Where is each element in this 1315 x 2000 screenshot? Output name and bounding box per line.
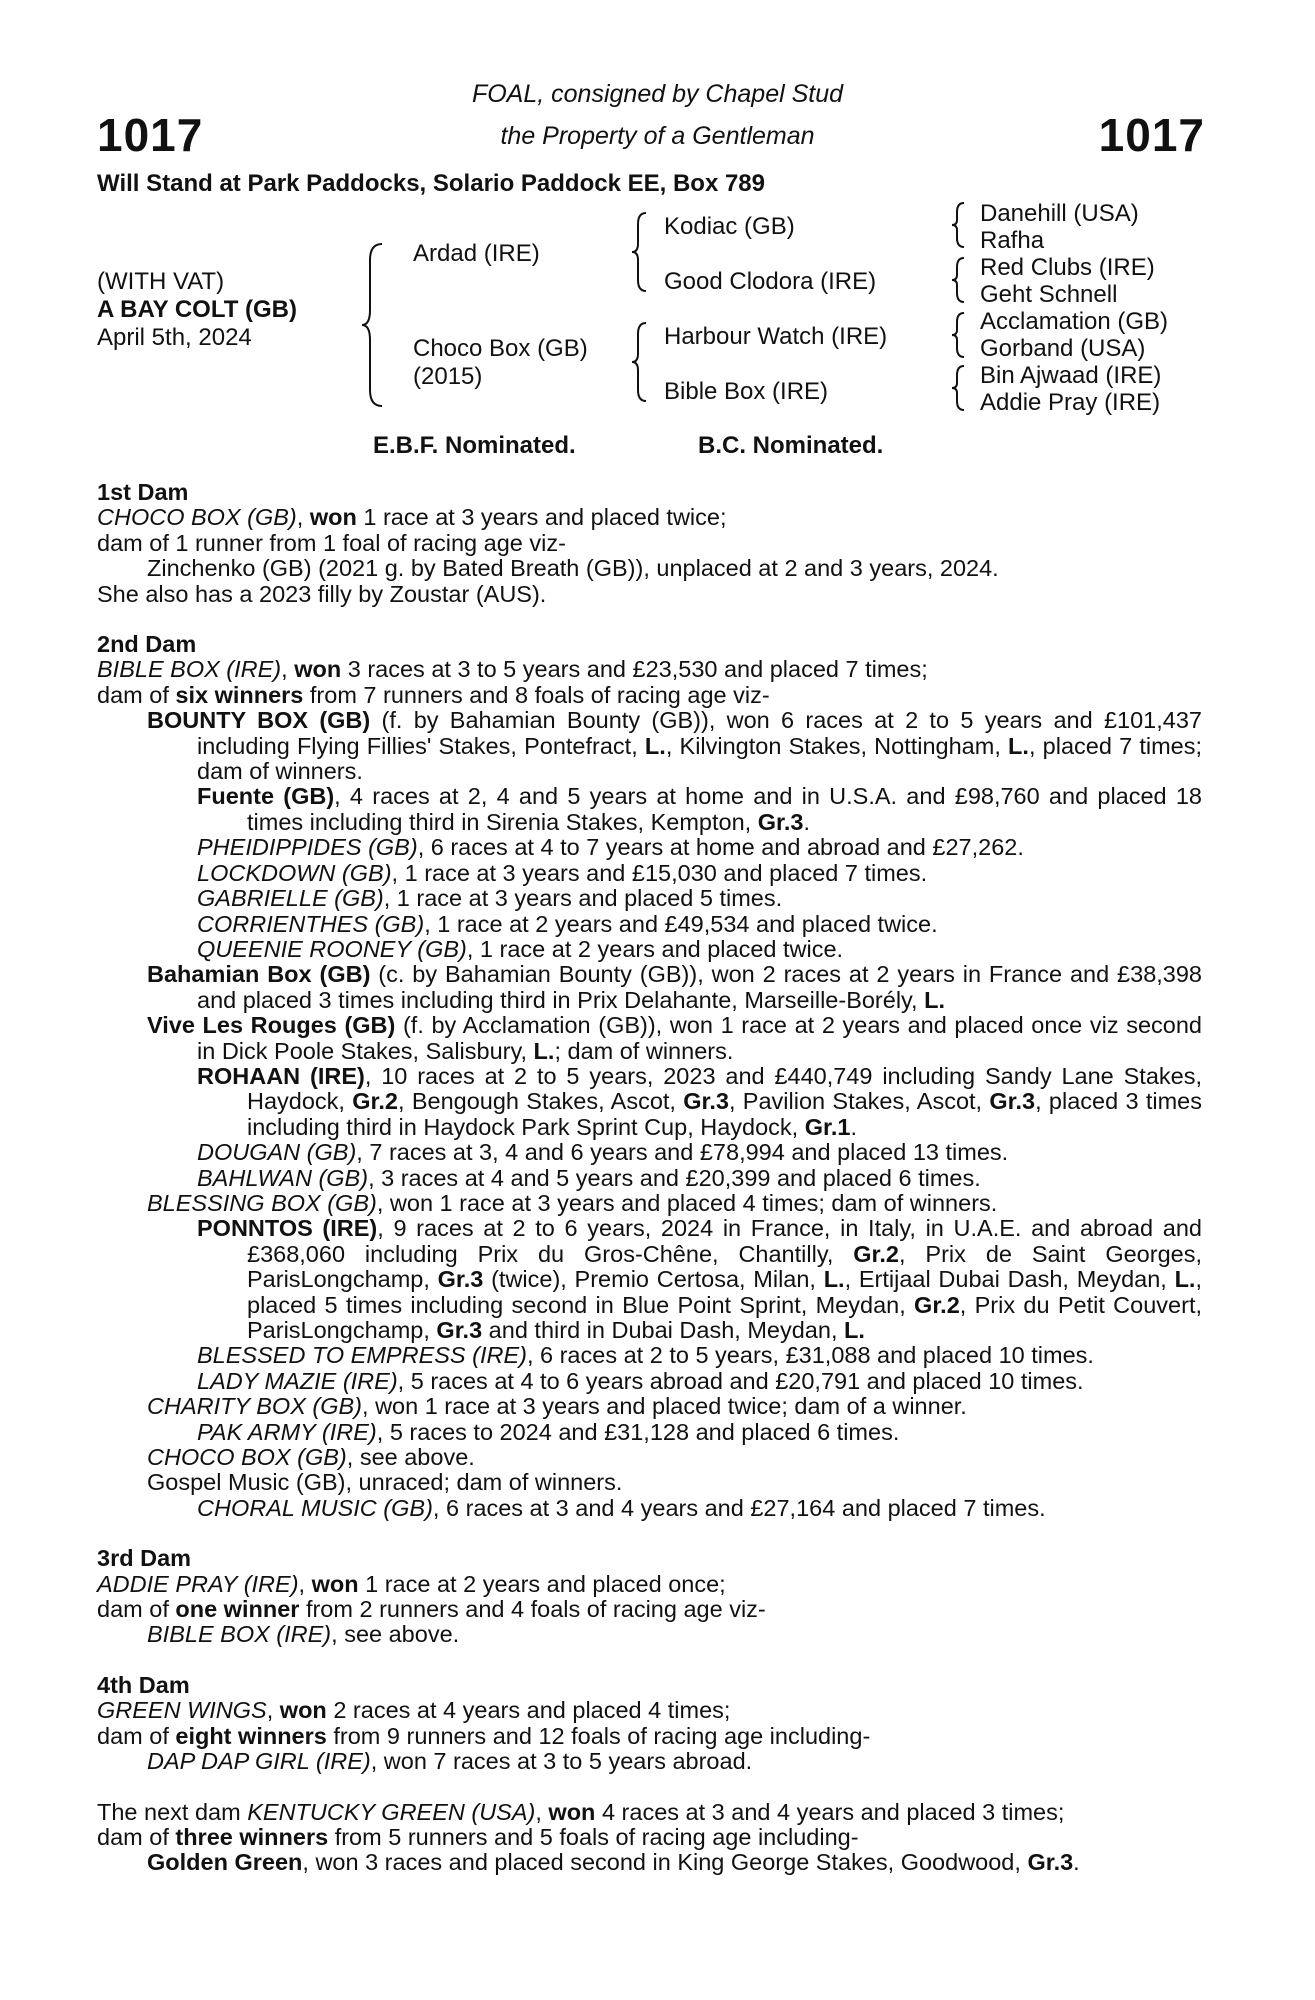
- fourth-dam-produce: dam of eight winners from 9 runners and 12 foals of racing age including-: [97, 1722, 871, 1749]
- pedigree-brace-main: [360, 240, 390, 410]
- first-dam-heading: 1st Dam: [97, 479, 189, 505]
- lot-number-right: 1017: [1098, 109, 1205, 161]
- foaling-date: April 5th, 2024: [97, 324, 252, 351]
- produce-entry: GABRIELLE (GB), 1 race at 3 years and placed 5 times.: [197, 885, 783, 912]
- produce-entry: ROHAAN (IRE), 10 races at 2 to 5 years, 2023 and £440,749 including Sandy Lane Stakes, Haydock, Gr.2, Bengough Stakes, Ascot, Gr.3, Pavilion Stakes, Ascot, Gr.3, placed 3 times including third in Haydock Park Sprint Cup, Haydock, Gr.1.: [197, 1062, 1202, 1140]
- produce-entry: CHORAL MUSIC (GB), 6 races at 3 and 4 years and £27,164 and placed 7 times.: [197, 1494, 1046, 1521]
- pedigree-gg-column: [980, 200, 1168, 416]
- horse-name: A BAY COLT (GB): [97, 296, 298, 323]
- produce-entry: BOUNTY BOX (GB) (f. by Bahamian Bounty (GB)), won 6 races at 2 to 5 years and £101,437 including Flying Fillies' Stakes, Pontefract, L., Kilvington Stakes, Nottingham, L., placed 7 times; dam of winners.: [147, 707, 1203, 785]
- produce-entry: Fuente (GB), 4 races at 2, 4 and 5 years at home and in U.S.A. and £98,760 and placed 18 times including third in Sirenia Stakes, Kempton, Gr.3.: [197, 783, 1202, 835]
- pedigree-g3: Harbour Watch (IRE): [664, 323, 888, 350]
- pedigree-gg: Red Clubs (IRE): [980, 254, 1155, 281]
- first-dam-note: She also has a 2023 filly by Zoustar (AUS).: [97, 580, 547, 607]
- fourth-dam-heading: 4th Dam: [97, 1671, 190, 1698]
- produce-entry: Gospel Music (GB), unraced; dam of winners.: [147, 1469, 623, 1496]
- pedigree-brace-dam: [630, 320, 652, 405]
- second-dam-line: BIBLE BOX (IRE), won 3 races at 3 to 5 years and £23,530 and placed 7 times;: [97, 656, 928, 683]
- produce-entry: DAP DAP GIRL (IRE), won 7 races at 3 to 5 years abroad.: [147, 1748, 753, 1775]
- pedigree-g2: Good Clodora (IRE): [664, 268, 877, 295]
- first-dam-line: CHOCO BOX (GB), won 1 race at 3 years and placed twice;: [97, 504, 727, 531]
- third-dam-line: ADDIE PRAY (IRE), won 1 race at 2 years and placed once;: [97, 1570, 726, 1597]
- horse-info: [97, 268, 297, 352]
- produce-entry: Vive Les Rouges (GB) (f. by Acclamation (GB)), won 1 race at 2 years and placed once viz second in Dick Poole Stakes, Salisbury, L.; dam of winners.: [147, 1012, 1202, 1064]
- third-dam-heading: 3rd Dam: [97, 1545, 192, 1572]
- stand-location: Will Stand at Park Paddocks, Solario Paddock EE, Box 789: [97, 170, 766, 197]
- catalogue-body: [97, 480, 1202, 1876]
- produce-entry: CHARITY BOX (GB), won 1 race at 3 years and placed twice; dam of a winner.: [147, 1393, 967, 1420]
- produce-entry: PONNTOS (IRE), 9 races at 2 to 6 years, 2024 in France, in Italy, in U.A.E. and abroad and £368,060 including Prix du Gros-Chêne, Chantilly, Gr.2, Prix de Saint Georges, ParisLongchamp, Gr.3 (twice), Premio Certosa, Milan, L., Ertijaal Dubai Dash, Meydan, L., placed 5 times including second in Blue Point Sprint, Meydan, Gr.2, Prix du Petit Couvert, ParisLongchamp, Gr.3 and third in Dubai Dash, Meydan, L.: [197, 1215, 1202, 1343]
- produce-entry: DOUGAN (GB), 7 races at 3, 4 and 6 years and £78,994 and placed 13 times.: [197, 1139, 1009, 1166]
- pedigree-gg: Acclamation (GB): [980, 308, 1169, 335]
- second-dam-produce: dam of six winners from 7 runners and 8 foals of racing age viz-: [97, 681, 770, 708]
- produce-entry: QUEENIE ROONEY (GB), 1 race at 2 years and placed twice.: [197, 935, 844, 962]
- consignor-line: FOAL, consigned by Chapel Stud: [471, 80, 844, 108]
- pedigree-sire: Ardad (IRE): [413, 240, 540, 267]
- produce-entry: Bahamian Box (GB) (c. by Bahamian Bounty (GB)), won 2 races at 2 years in France and £38,398 and placed 3 times including third in Prix Delahante, Marseille-Borély, L.: [147, 961, 1203, 1013]
- produce-entry: PHEIDIPPIDES (GB), 6 races at 4 to 7 years at home and abroad and £27,262.: [197, 834, 1024, 861]
- pedigree-gg: Rafha: [980, 227, 1045, 254]
- lot-number-left: 1017: [97, 109, 204, 161]
- vat-note: (WITH VAT): [97, 268, 225, 295]
- first-dam-produce: dam of 1 runner from 1 foal of racing age viz-: [97, 529, 566, 556]
- first-dam-offspring: Zinchenko (GB) (2021 g. by Bated Breath (GB)), unplaced at 2 and 3 years, 2024.: [147, 555, 999, 582]
- pedigree-gg: Danehill (USA): [980, 200, 1139, 227]
- pedigree-dam-year: (2015): [413, 363, 483, 390]
- pedigree-gg: Geht Schnell: [980, 281, 1118, 308]
- pedigree-gg: Bin Ajwaad (IRE): [980, 362, 1162, 389]
- third-dam-produce: dam of one winner from 2 runners and 4 foals of racing age viz-: [97, 1596, 766, 1623]
- pedigree-g1: Kodiac (GB): [664, 213, 795, 240]
- pedigree-gg: Addie Pray (IRE): [980, 389, 1161, 416]
- pedigree-dam-name: Choco Box (GB): [413, 335, 588, 362]
- next-dam-line: The next dam KENTUCKY GREEN (USA), won 4 races at 3 and 4 years and placed 3 times;: [97, 1798, 1065, 1825]
- bc-nomination: B.C. Nominated.: [698, 432, 884, 459]
- pedigree-brace-sire: [630, 210, 652, 295]
- produce-entry: LADY MAZIE (IRE), 5 races at 4 to 6 years abroad and £20,791 and placed 10 times.: [197, 1367, 1084, 1394]
- property-line: the Property of a Gentleman: [500, 122, 815, 150]
- second-dam-heading: 2nd Dam: [97, 631, 197, 658]
- pedigree-braces-gg: [950, 200, 970, 420]
- produce-entry: BAHLWAN (GB), 3 races at 4 and 5 years and £20,399 and placed 6 times.: [197, 1164, 981, 1191]
- ebf-nomination: E.B.F. Nominated.: [373, 432, 576, 459]
- fourth-dam-line: GREEN WINGS, won 2 races at 4 years and placed 4 times;: [97, 1697, 731, 1724]
- pedigree-g4: Bible Box (IRE): [664, 378, 829, 405]
- produce-entry: LOCKDOWN (GB), 1 race at 3 years and £15,030 and placed 7 times.: [197, 859, 928, 886]
- pedigree-dam: [413, 335, 588, 391]
- produce-entry: BLESSING BOX (GB), won 1 race at 3 years and placed 4 times; dam of winners.: [147, 1189, 998, 1216]
- produce-entry: BIBLE BOX (IRE), see above.: [147, 1621, 460, 1648]
- pedigree-gg: Gorband (USA): [980, 335, 1146, 362]
- produce-entry: Golden Green, won 3 races and placed second in King George Stakes, Goodwood, Gr.3.: [147, 1849, 1080, 1876]
- produce-entry: BLESSED TO EMPRESS (IRE), 6 races at 2 to 5 years, £31,088 and placed 10 times.: [197, 1342, 1094, 1369]
- produce-entry: CHOCO BOX (GB), see above.: [147, 1444, 475, 1471]
- next-dam-produce: dam of three winners from 5 runners and 5 foals of racing age including-: [97, 1823, 859, 1850]
- produce-entry: PAK ARMY (IRE), 5 races to 2024 and £31,128 and placed 6 times.: [197, 1418, 900, 1445]
- produce-entry: CORRIENTHES (GB), 1 race at 2 years and £49,534 and placed twice.: [197, 910, 938, 937]
